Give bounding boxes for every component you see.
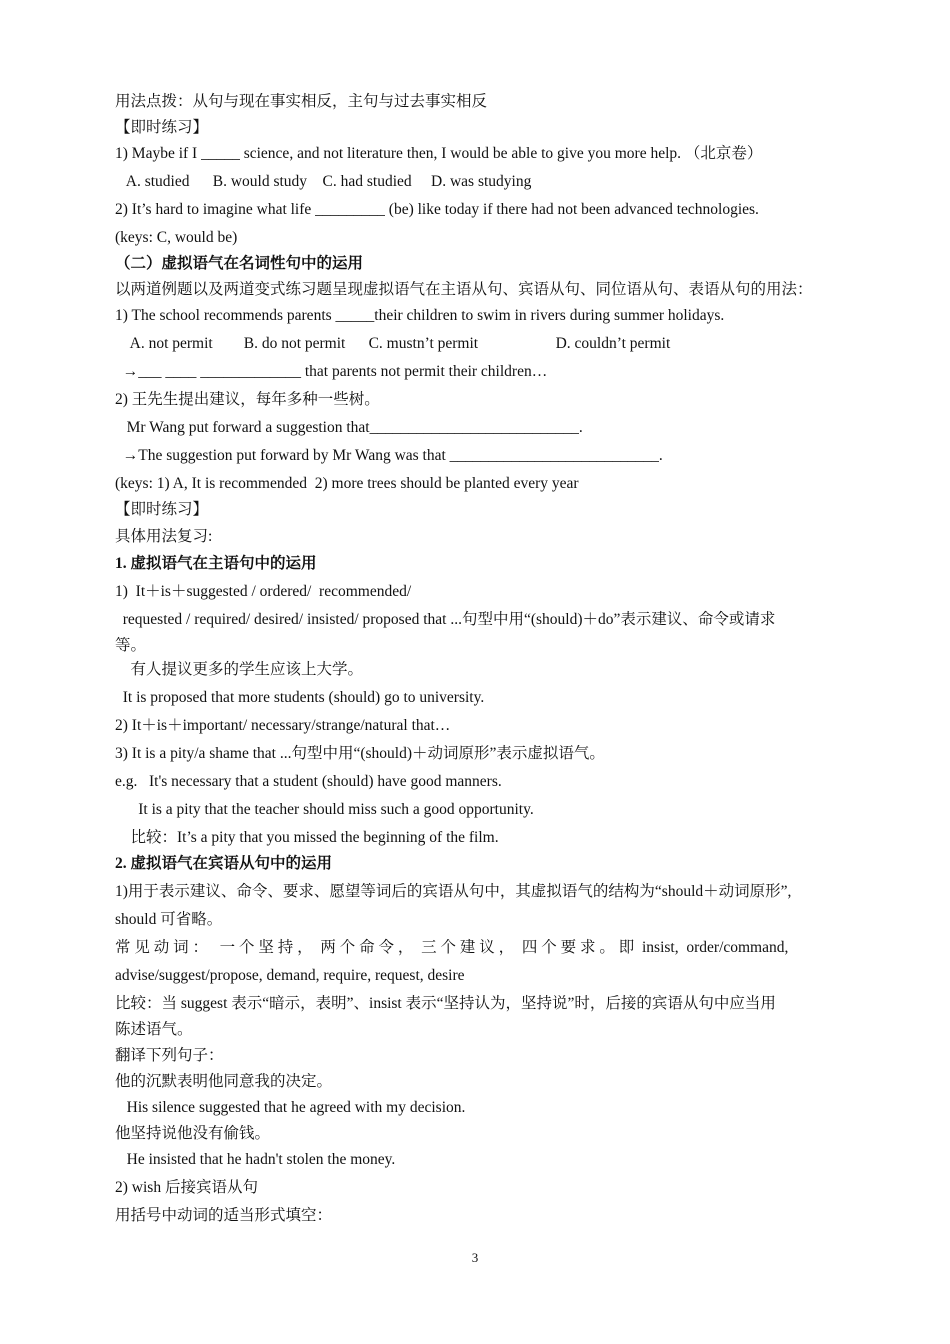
text-line: A. studied B. would study C. had studied D. was studying bbox=[115, 173, 532, 190]
text-line: 以两道例题以及两道变式练习题呈现虚拟语气在主语从句、宾语从句、同位语从句、表语从句的用法： bbox=[115, 281, 813, 298]
text-line: 陈述语气。 bbox=[115, 1021, 193, 1038]
text-line: 有人提议更多的学生应该上大学。 bbox=[115, 661, 364, 678]
section-heading: （二）虚拟语气在名词性句中的运用 bbox=[115, 255, 364, 272]
text-line: 等。 bbox=[115, 637, 147, 654]
section-heading: 2. 虚拟语气在宾语从句中的运用 bbox=[115, 855, 333, 872]
page-number: 3 bbox=[471, 1250, 479, 1265]
text-line: e.g. It's necessary that a student (should) have good manners. bbox=[115, 773, 502, 790]
text-line: 比较：当 suggest 表示“暗示，表明”、insist 表示“坚持认为，坚持说”时，后接的宾语从句中应当用 bbox=[115, 995, 776, 1012]
text-line: 常 见 动 词 ： 一 个 坚 持 ， 两 个 命 令 ， 三 个 建 议 ， 四 个 要 求 。 即 insist, order/command, bbox=[115, 939, 789, 956]
text-line: 【即时练习】 bbox=[115, 119, 209, 136]
text-line: (keys: 1) A, It is recommended 2) more trees should be planted every year bbox=[115, 475, 579, 492]
text-line: 【即时练习】 bbox=[115, 501, 209, 518]
text-line: 具体用法复习: bbox=[115, 528, 213, 545]
text-line: 1)用于表示建议、命令、要求、愿望等词后的宾语从句中，其虚拟语气的结构为“should＋动词原形”, bbox=[115, 883, 792, 900]
text-line: →The suggestion put forward by Mr Wang was that ___________________________. bbox=[115, 447, 663, 464]
text-line: 用括号中动词的适当形式填空： bbox=[115, 1207, 333, 1224]
text-line: 翻译下列句子： bbox=[115, 1047, 224, 1064]
text-line: 用法点拨：从句与现在事实相反，主句与过去事实相反 bbox=[115, 93, 488, 110]
text-line: 他的沉默表明他同意我的决定。 bbox=[115, 1073, 333, 1090]
text-line: 1) Maybe if I _____ science, and not literature then, I would be able to give you more help. （北京卷） bbox=[115, 145, 763, 162]
text-line: 1) It＋is＋suggested / ordered/ recommended/ bbox=[115, 583, 412, 600]
text-line: It is proposed that more students (should) go to university. bbox=[115, 689, 485, 706]
text-line: 1) The school recommends parents _____their children to swim in rivers during summer holidays. bbox=[115, 307, 725, 324]
text-line: Mr Wang put forward a suggestion that___________________________. bbox=[115, 419, 583, 436]
text-line: 2) wish 后接宾语从句 bbox=[115, 1179, 258, 1196]
text-line: →___ ____ _____________ that parents not permit their children… bbox=[115, 363, 548, 380]
text-line: 2) 王先生提出建议，每年多种一些树。 bbox=[115, 391, 380, 408]
text-line: A. not permit B. do not permit C. mustn’t permit D. couldn’t permit bbox=[115, 335, 671, 352]
section-heading: 1. 虚拟语气在主语句中的运用 bbox=[115, 555, 317, 572]
text-line: 他坚持说他没有偷钱。 bbox=[115, 1125, 271, 1142]
text-line: (keys: C, would be) bbox=[115, 229, 238, 246]
text-line: requested / required/ desired/ insisted/ proposed that ...句型中用“(should)＋do”表示建议、命令或请求 bbox=[115, 611, 776, 628]
text-line: 2) It’s hard to imagine what life _________ (be) like today if there had not been advanced technologies. bbox=[115, 201, 759, 218]
text-line: 2) It＋is＋important/ necessary/strange/natural that… bbox=[115, 717, 451, 734]
text-line: should 可省略。 bbox=[115, 911, 223, 928]
text-line: It is a pity that the teacher should miss such a good opportunity. bbox=[115, 801, 534, 818]
text-line: 比较：It’s a pity that you missed the beginning of the film. bbox=[115, 829, 499, 846]
text-line: 3) It is a pity/a shame that ...句型中用“(should)＋动词原形”表示虚拟语气。 bbox=[115, 745, 605, 762]
text-line: advise/suggest/propose, demand, require, request, desire bbox=[115, 967, 465, 984]
text-line: His silence suggested that he agreed with my decision. bbox=[115, 1099, 466, 1116]
text-line: He insisted that he hadn't stolen the money. bbox=[115, 1151, 396, 1168]
